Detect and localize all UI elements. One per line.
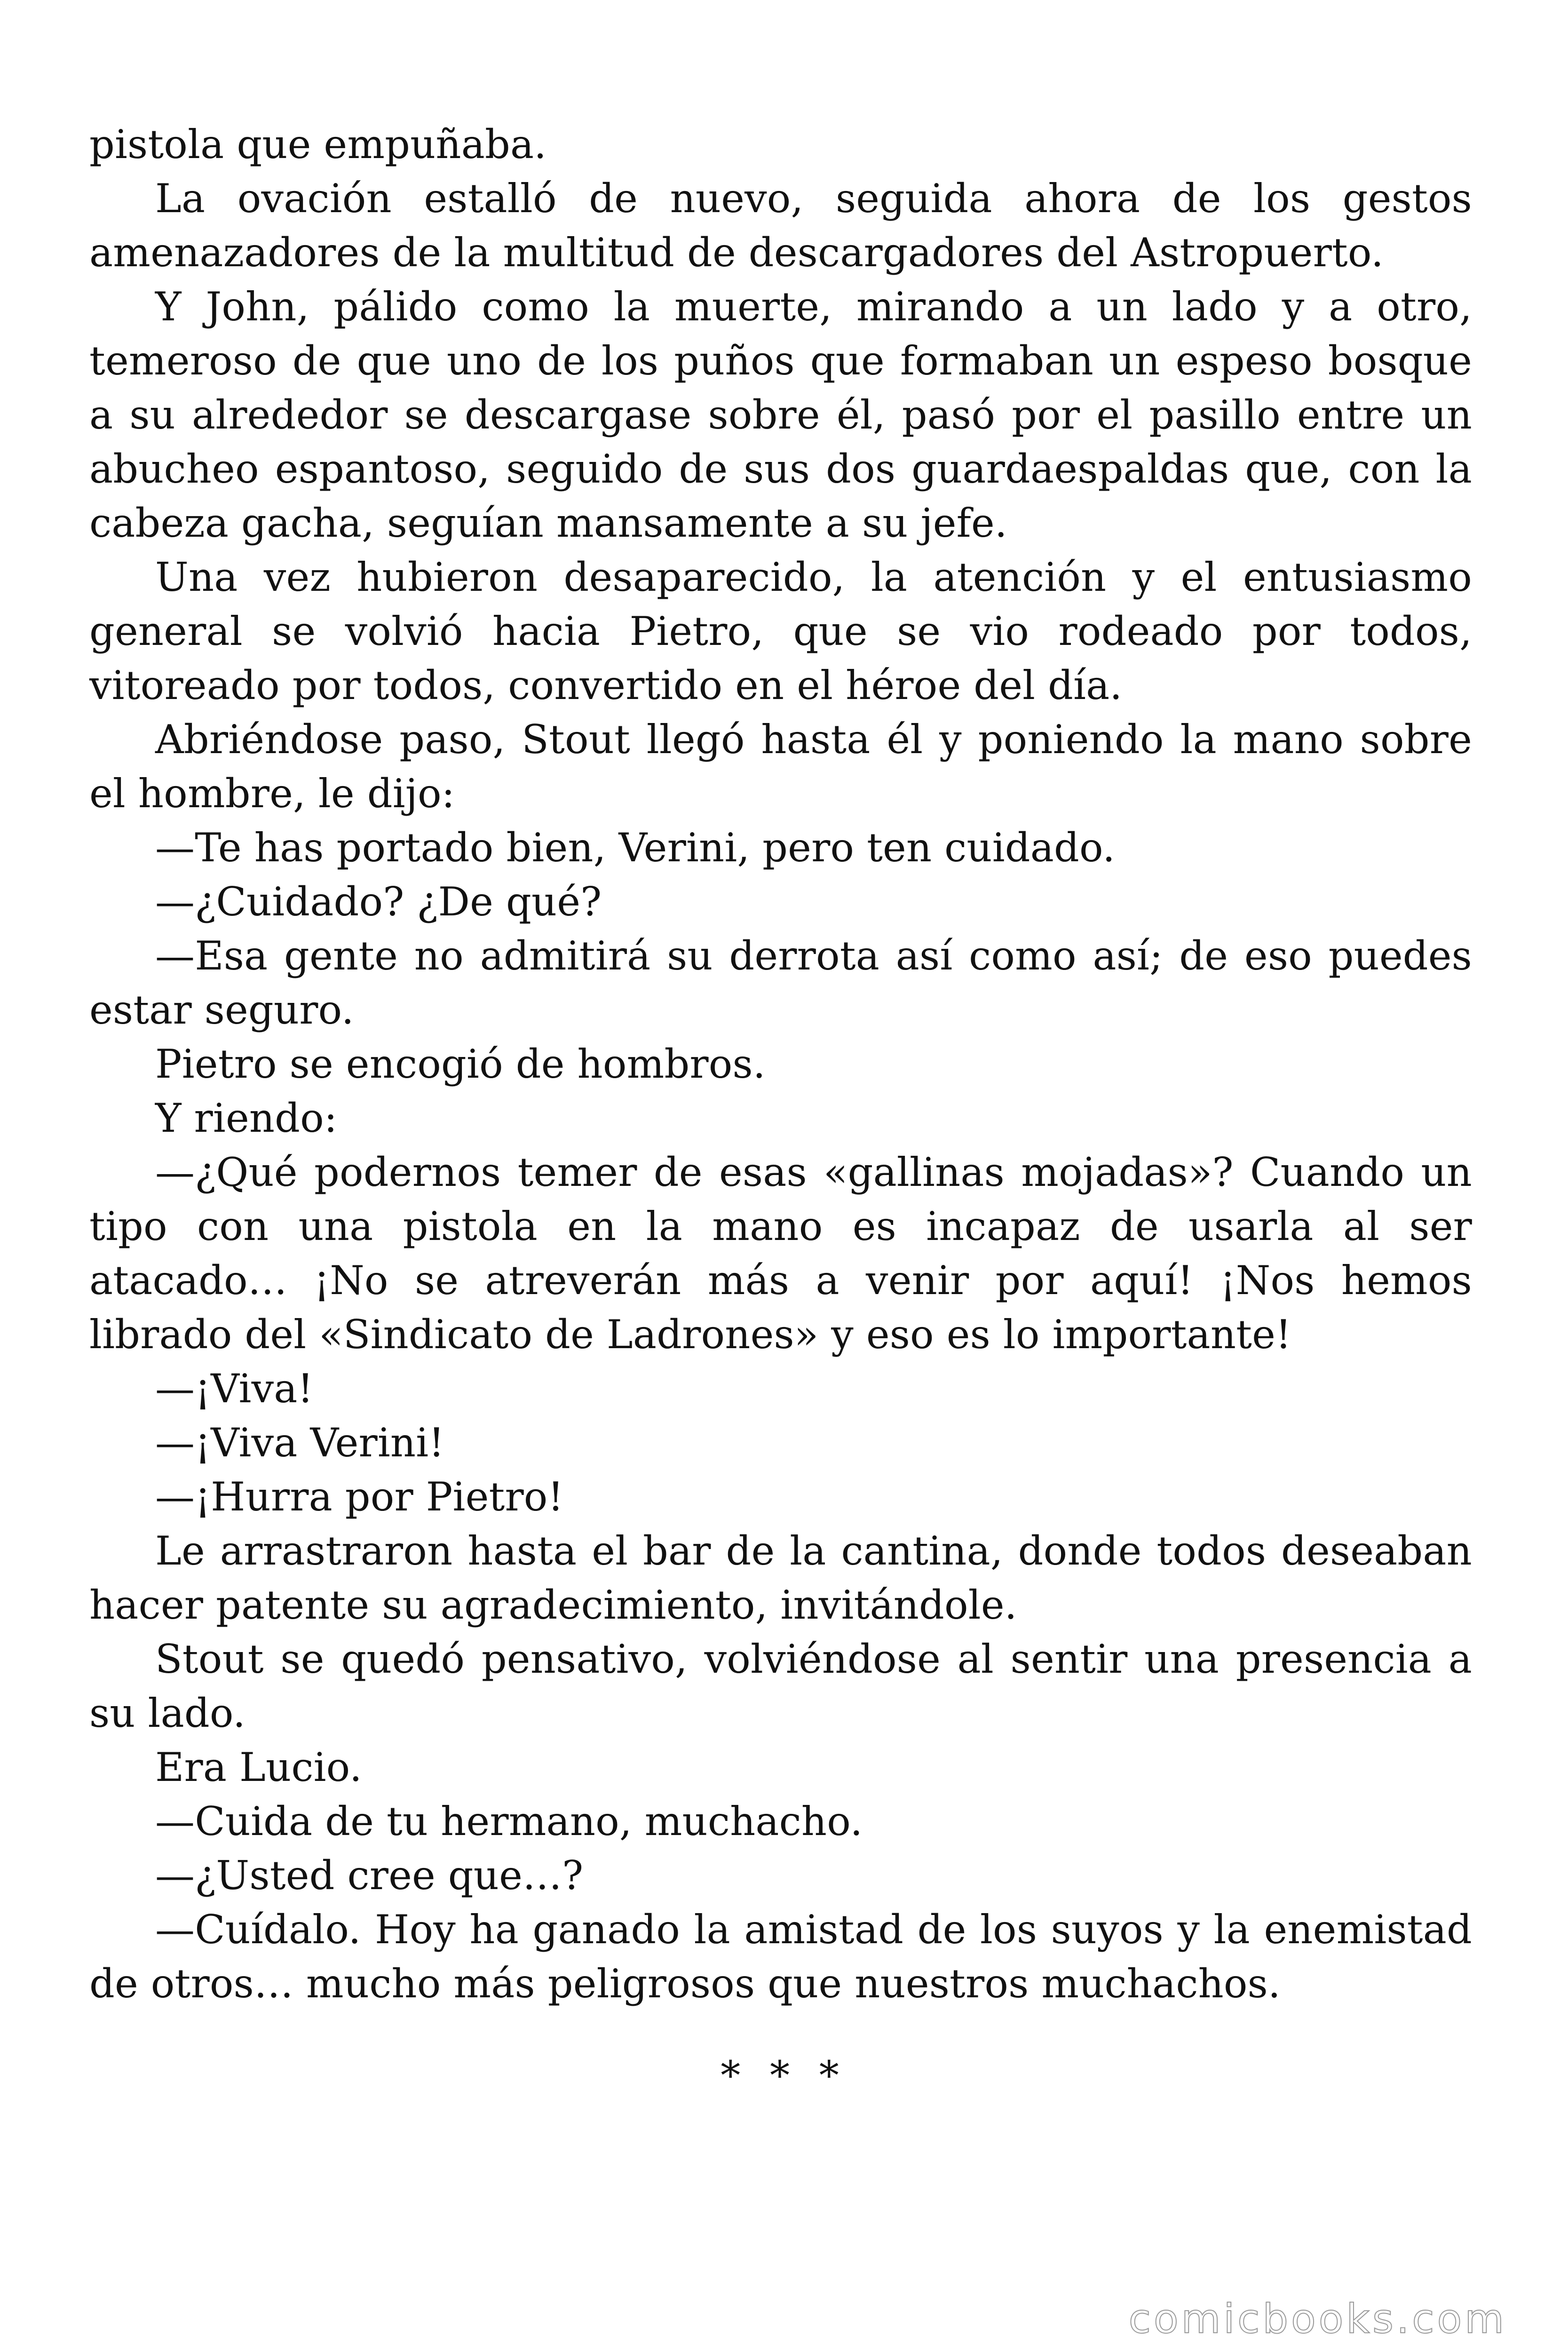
dialogue-line: —¿Usted cree que…? bbox=[155, 1852, 584, 1899]
dialogue-line: —Cuídalo. Hoy ha ganado la amistad de los suyos y la enemistad de otros… mucho más peligrosos que nuestros muchachos. bbox=[89, 1907, 1472, 2007]
dialogue-line: —¡Hurra por Pietro! bbox=[155, 1474, 564, 1520]
paragraph: Pietro se encogió de hombros. bbox=[155, 1041, 766, 1087]
body-text bbox=[89, 118, 1472, 2011]
paragraph: Era Lucio. bbox=[155, 1744, 362, 1790]
paragraph: Y John, pálido como la muerte, mirando a un lado y a otro, temeroso de que uno de los puños que formaban un espeso bosque a su alrededor se descargase sobre él, pasó por el pasillo entre un abucheo espantoso, seguido de sus dos guardaespaldas que, con la cabeza gacha, seguían mansamente a su jefe. bbox=[89, 284, 1472, 546]
dialogue-line: —¿Qué podernos temer de esas «gallinas mojadas»? Cuando un tipo con una pistola en la mano es incapaz de usarla al ser atacado… ¡No se atreverán más a venir por aquí! ¡Nos hemos librado del «Sindicato de Ladrones» y eso es lo importante! bbox=[89, 1149, 1472, 1358]
dialogue-line: —¡Viva Verini! bbox=[155, 1420, 445, 1466]
section-separator: * * * bbox=[721, 2052, 847, 2098]
paragraph: Le arrastraron hasta el bar de la cantina, donde todos deseaban hacer patente su agradecimiento, invitándole. bbox=[89, 1528, 1472, 1628]
paragraph: Stout se quedó pensativo, volviéndose al sentir una presencia a su lado. bbox=[89, 1636, 1472, 1736]
paragraph: pistola que empuñaba. bbox=[89, 121, 547, 167]
dialogue-line: —Te has portado bien, Verini, pero ten cuidado. bbox=[155, 825, 1116, 871]
dialogue-line: —Cuida de tu hermano, muchacho. bbox=[155, 1798, 863, 1844]
paragraph: Una vez hubieron desaparecido, la atención y el entusiasmo general se volvió hacia Pietro, que se vio rodeado por todos, vitoreado por todos, convertido en el héroe del día. bbox=[89, 554, 1472, 708]
dialogue-line: —¡Viva! bbox=[155, 1366, 314, 1412]
paragraph: Abriéndose paso, Stout llegó hasta él y poniendo la mano sobre el hombre, le dijo: bbox=[89, 716, 1472, 817]
dialogue-line: —Esa gente no admitirá su derrota así como así; de eso puedes estar seguro. bbox=[89, 933, 1472, 1033]
paragraph: Y riendo: bbox=[155, 1095, 338, 1141]
dialogue-line: —¿Cuidado? ¿De qué? bbox=[155, 879, 602, 925]
watermark-logo: comicbooks.com bbox=[1128, 2296, 1507, 2343]
paragraph: La ovación estalló de nuevo, seguida ahora de los gestos amenazadores de la multitud de descargadores del Astropuerto. bbox=[89, 175, 1472, 276]
